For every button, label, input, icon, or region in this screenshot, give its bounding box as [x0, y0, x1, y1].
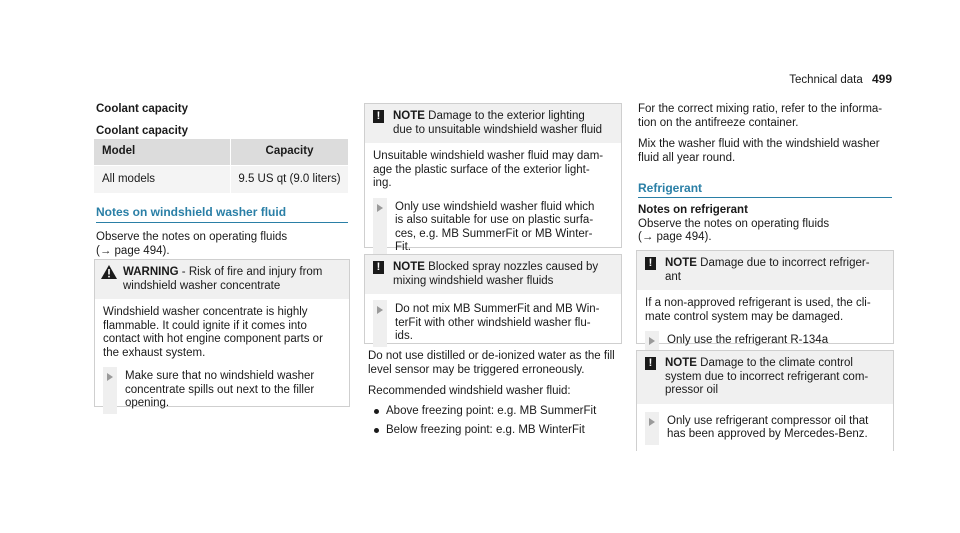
distilled-paragraph: [368, 350, 628, 438]
note-body-line: ing.: [373, 177, 392, 189]
table-row: [94, 166, 348, 194]
mixing-line: fluid all year round.: [638, 151, 736, 164]
bullet-dot: [374, 428, 379, 433]
mixing-paragraph: [638, 103, 898, 165]
step-line: Only use windshield washer fluid which: [395, 200, 595, 213]
step-line: opening.: [125, 397, 170, 409]
table-header-row: [94, 139, 348, 166]
coolant-table: [94, 139, 348, 193]
note-body-line: Unsuitable windshield washer fluid may dam-: [373, 150, 604, 162]
exclamation-icon: !: [645, 357, 656, 370]
step-line: Do not mix MB SummerFit and MB Win-: [395, 303, 600, 315]
step-line: terFit with other windshield washer flu-: [395, 316, 591, 329]
mixing-line: tion on the antifreeze container.: [638, 116, 799, 129]
coolant-heading: Coolant capacity: [96, 103, 189, 115]
note-nozzles-step: [373, 303, 613, 344]
warning-label: WARNING: [123, 266, 179, 278]
step-arrow-icon: [649, 337, 655, 345]
header-section: Technical data: [789, 74, 863, 86]
step-line: concentrate spills out next to the filler: [125, 383, 315, 396]
note-lighting-header: [365, 104, 621, 143]
refrigerant-subheading: Notes on refrigerant: [638, 204, 748, 216]
note-nozzles-body: [365, 294, 621, 350]
washer-title-rule: [96, 222, 348, 223]
note-head-line: Blocked spray nozzles caused by: [424, 261, 599, 273]
refrigerant-note2-header: [637, 351, 893, 404]
exclamation-icon: !: [373, 110, 384, 123]
coolant-table-caption: Coolant capacity: [96, 125, 189, 137]
note-nozzles-box: [364, 254, 622, 344]
refrigerant-note1-step: [645, 334, 885, 348]
note-lighting-body: [365, 143, 621, 261]
mixing-line: Mix the washer fluid with the windshield washer: [638, 138, 880, 150]
bullet-dot: [374, 409, 379, 414]
warning-body-line: the exhaust system.: [103, 346, 206, 359]
column-header-capacity: Capacity: [231, 139, 349, 166]
bullet-item: [368, 424, 628, 438]
note-head-line: mixing windshield washer fluids: [393, 274, 554, 287]
cell-capacity: 9.5 US qt (9.0 liters): [231, 166, 349, 194]
washer-intro: [96, 231, 287, 258]
step-line: Only use the refrigerant R-134a: [667, 334, 829, 346]
note-nozzles-header: [365, 255, 621, 294]
note-head-line: Damage to the climate control: [696, 357, 853, 369]
note-label: NOTE: [665, 257, 697, 269]
bullet-item: [368, 405, 628, 419]
refrigerant-intro-text: Observe the notes on operating fluids: [638, 217, 830, 230]
refrigerant-note2-box: [636, 350, 894, 451]
bullet-text: Below freezing point: e.g. MB WinterFit: [386, 424, 585, 436]
refrigerant-note1-body: [637, 290, 893, 354]
refrigerant-note1-box: [636, 250, 894, 344]
note-head-line: Damage to the exterior lighting: [424, 110, 585, 122]
distilled-line: level sensor may be triggered erroneously.: [368, 363, 585, 376]
washer-intro-text: Observe the notes on operating fluids: [96, 231, 288, 243]
note-label: NOTE: [393, 110, 425, 122]
refrigerant-note2-body: [637, 404, 893, 448]
distilled-line: Do not use distilled or de-ionized water as the fill: [368, 350, 615, 362]
step-arrow-icon: [377, 306, 383, 314]
warning-text: - Risk of fire and injury from: [178, 266, 323, 278]
refrigerant-title-rule: [638, 197, 892, 198]
note-label: NOTE: [393, 261, 425, 273]
refrigerant-note1-header: [637, 251, 893, 290]
refrigerant-intro: [638, 204, 898, 245]
note-label: NOTE: [665, 357, 697, 369]
page-number: 499: [871, 72, 892, 86]
step-line: is also suitable for use on plastic surfa-: [395, 214, 594, 226]
note-head-line: system due to incorrect refrigerant com-: [665, 370, 869, 383]
refrigerant-title: Refrigerant: [638, 181, 703, 195]
warning-header: [95, 260, 349, 299]
column-header-model: Model: [94, 139, 231, 166]
warning-text-2: windshield washer concentrate: [123, 279, 281, 292]
note-head-line: Damage due to incorrect refriger-: [696, 257, 870, 269]
refrigerant-intro-ref: (→ page 494).: [638, 231, 712, 243]
step-line: has been approved by Mercedes-Benz.: [667, 428, 868, 440]
recommended-text: Recommended windshield washer fluid:: [368, 385, 571, 397]
step-line: Make sure that no windshield washer: [125, 370, 315, 382]
warning-triangle-icon: [101, 265, 117, 279]
warning-body-line: Windshield washer concentrate is highly: [103, 306, 308, 318]
step-line: ids.: [395, 330, 413, 342]
warning-body-line: flammable. It could ignite if it comes into: [103, 319, 307, 332]
warning-step: [103, 370, 341, 411]
exclamation-icon: !: [373, 261, 384, 274]
refrigerant-note2-step: [645, 415, 885, 442]
step-arrow-icon: [649, 418, 655, 426]
note-head-line: due to unsuitable windshield washer fluid: [393, 123, 603, 136]
page-header: [782, 73, 892, 88]
note-lighting-box: [364, 103, 622, 253]
cell-model: All models: [94, 166, 231, 194]
warning-body-line: contact with hot engine component parts or: [103, 333, 323, 345]
note-head-line: pressor oil: [665, 384, 719, 396]
washer-intro-ref: (→ page 494).: [96, 244, 170, 257]
mixing-line: For the correct mixing ratio, refer to the informa-: [638, 103, 883, 115]
step-line: Fit.: [395, 241, 411, 253]
warning-body: [95, 299, 349, 417]
step-arrow-icon: [377, 204, 383, 212]
step-line: Only use refrigerant compressor oil that: [667, 414, 869, 427]
step-line: ces, e.g. MB SummerFit or MB Winter-: [395, 227, 593, 240]
washer-notes-title: Notes on windshield washer fluid: [96, 205, 287, 219]
note-body-line: If a non-approved refrigerant is used, the cli-: [645, 297, 871, 309]
warning-box: [94, 259, 350, 407]
note-body-line: mate control system may be damaged.: [645, 310, 844, 323]
exclamation-icon: !: [645, 257, 656, 270]
note-body-line: age the plastic surface of the exterior light-: [373, 163, 590, 176]
bullet-text: Above freezing point: e.g. MB SummerFit: [386, 404, 597, 417]
note-head-line: ant: [665, 270, 681, 283]
note-lighting-step: [373, 201, 613, 255]
step-bar: [645, 412, 659, 445]
step-arrow-icon: [107, 373, 113, 381]
